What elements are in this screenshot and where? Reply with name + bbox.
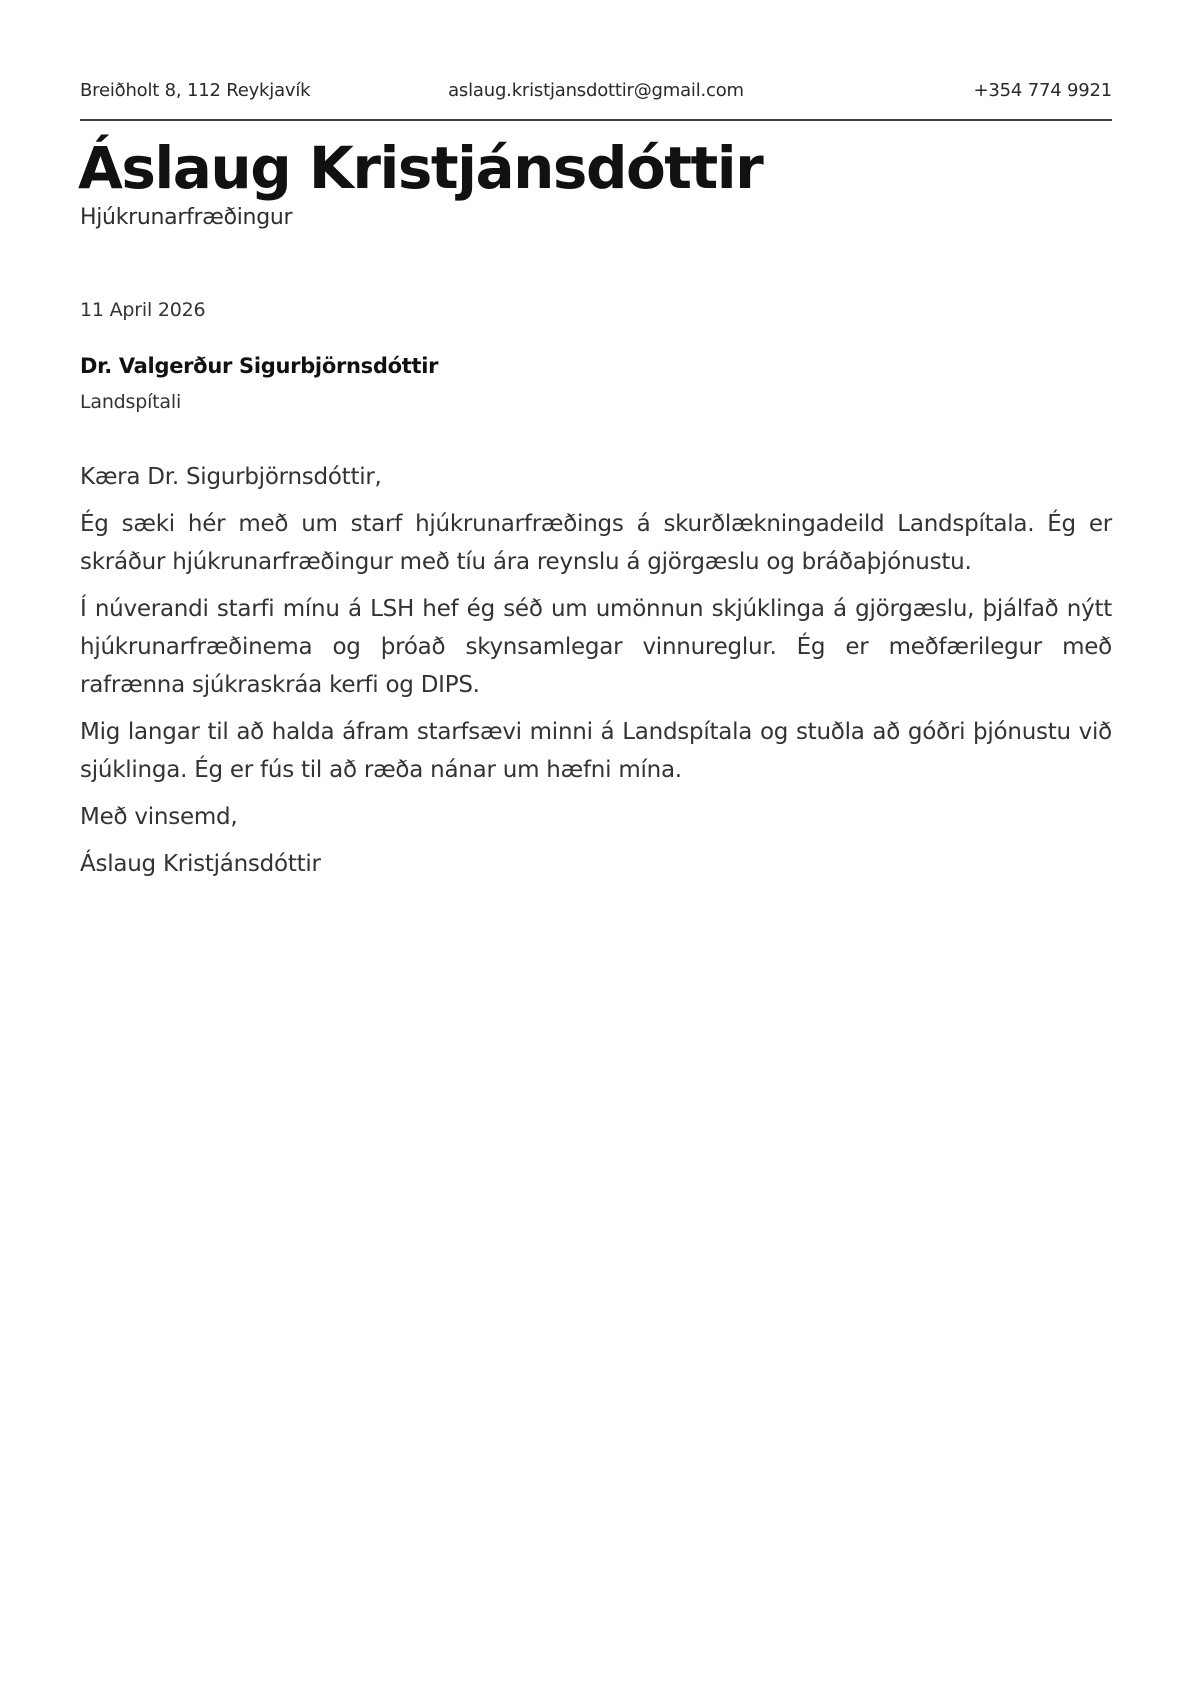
letter-body — [80, 458, 1112, 892]
contact-address: Breiðholt 8, 112 Reykjavík — [80, 80, 311, 101]
body-paragraph: Í núverandi starfi mínu á LSH hef ég séð um umönnun skjúklinga á gjörgæslu, þjálfað nýtt hjúkrunarfræðinema og þróað skynsamlegar vinnureglur. Ég er meðfærilegur með rafrænna sjúkraskráa kerfi og DIPS. — [80, 596, 1112, 698]
body-paragraph: Mig langar til að halda áfram starfsævi minni á Landspítala og stuðla að góðri þjónustu við sjúklinga. Ég er fús til að ræða nánar um hæfni mína. — [80, 719, 1112, 783]
contact-email: aslaug.kristjansdottir@gmail.com — [448, 80, 744, 101]
header-divider — [80, 119, 1112, 121]
recipient-name: Dr. Valgerður Sigurbjörnsdóttir — [80, 354, 439, 378]
body-paragraph: Ég sæki hér með um starf hjúkrunarfræðings á skurðlækningadeild Landspítala. Ég er skráður hjúkrunarfræðingur með tíu ára reynslu á gjörgæslu og bráðaþjónustu. — [80, 511, 1112, 575]
letter-date: 11 April 2026 — [80, 299, 206, 321]
contact-phone: +354 774 9921 — [973, 80, 1112, 101]
salutation: Kæra Dr. Sigurbjörnsdóttir, — [80, 464, 382, 490]
contact-bar — [80, 80, 1112, 104]
applicant-name: Áslaug Kristjánsdóttir — [78, 134, 763, 202]
signature: Áslaug Kristjánsdóttir — [80, 851, 321, 877]
applicant-title: Hjúkrunarfræðingur — [80, 205, 293, 230]
recipient-organization: Landspítali — [80, 391, 182, 413]
closing: Með vinsemd, — [80, 804, 238, 830]
